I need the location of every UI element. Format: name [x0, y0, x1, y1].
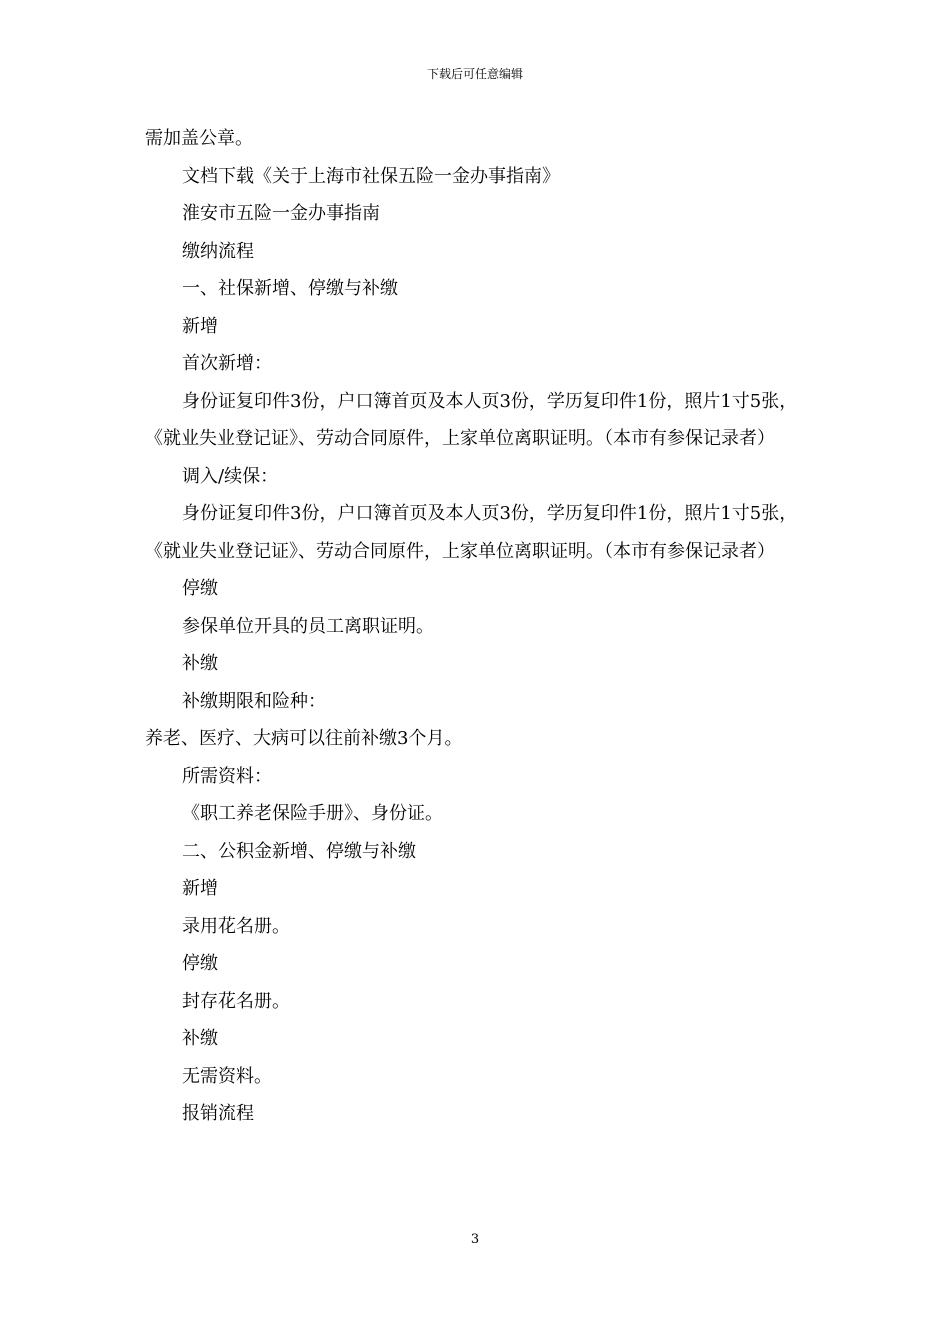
- paragraph: 《职工养老保险手册》、身份证。: [182, 803, 443, 824]
- paragraph: 参保单位开具的员工离职证明。: [182, 615, 434, 637]
- section-heading: 二、公积金新增、停缴与补缴: [182, 840, 416, 862]
- subheading: 补缴: [182, 1028, 218, 1049]
- page-header: 下载后可任意编辑: [426, 67, 523, 81]
- page-number: 3: [470, 1232, 480, 1247]
- paragraph: 文档下载《关于上海市社保五险一金办事指南》: [182, 165, 560, 187]
- paragraph: 无需资料。: [182, 1065, 272, 1087]
- subheading: 新增: [182, 315, 218, 337]
- section-heading: 缴纳流程: [182, 240, 254, 262]
- paragraph: 身份证复印件3份，户口簿首页及本人页3份，学历复印件1份，照片1寸5张，《就业失业登记证》、劳动合同原件，上家单位离职证明。（本市有参保记录者）: [145, 390, 798, 449]
- paragraph: 录用花名册。: [182, 915, 290, 937]
- document-body: [145, 120, 807, 1133]
- section-heading: 一、社保新增、停缴与补缴: [182, 278, 398, 299]
- subheading: 补缴: [182, 653, 218, 674]
- subheading: 停缴: [182, 953, 218, 974]
- subheading: 首次新增：: [182, 353, 272, 374]
- paragraph: 淮安市五险一金办事指南: [182, 203, 380, 224]
- paragraph: 封存花名册。: [182, 990, 290, 1012]
- paragraph: 养老、医疗、大病可以往前补缴3个月。: [145, 728, 463, 749]
- section-heading: 报销流程: [182, 1103, 254, 1124]
- paragraph: 需加盖公章。: [145, 128, 253, 149]
- subheading: 新增: [182, 878, 218, 899]
- paragraph: 身份证复印件3份，户口簿首页及本人页3份，学历复印件1份，照片1寸5张，《就业失业登记证》、劳动合同原件，上家单位离职证明。（本市有参保记录者）: [145, 503, 798, 562]
- subheading: 所需资料：: [182, 765, 272, 787]
- subheading: 调入/续保：: [182, 465, 279, 487]
- subheading: 补缴期限和险种：: [182, 690, 326, 712]
- subheading: 停缴: [182, 578, 218, 599]
